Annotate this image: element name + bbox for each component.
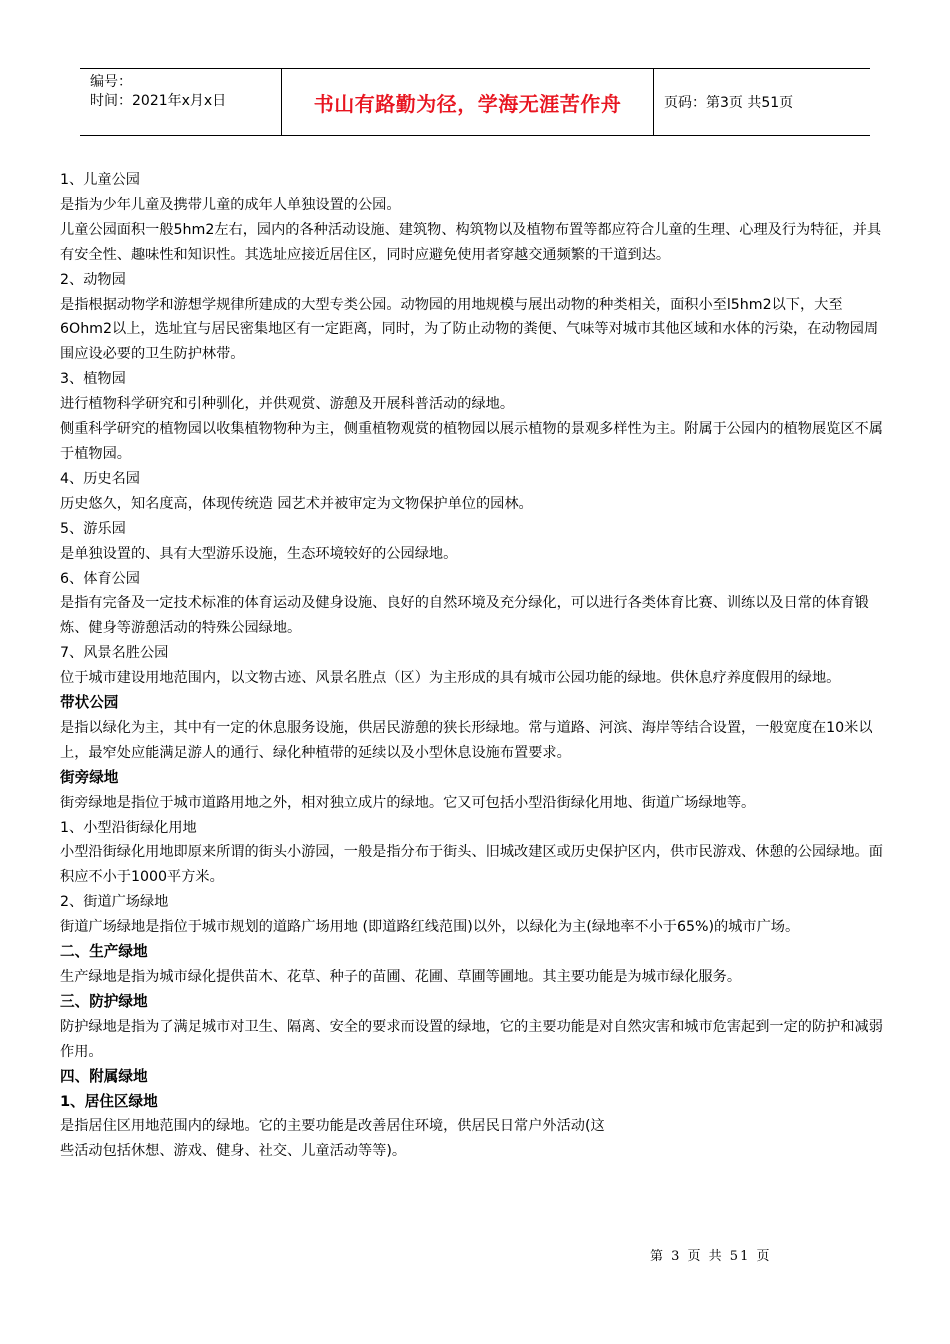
body-paragraph: 小型沿街绿化用地即原来所谓的街头小游园，一般是指分布于街头、旧城改建区或历史保护区内，供市民游戏、休憩的公园绿地。面积应不小于1000平方米。 [60,844,883,886]
body-paragraph: 进行植物科学研究和引种驯化，并供观赏、游憩及开展科普活动的绿地。 [60,396,515,413]
body-paragraph: 位于城市建设用地范围内，以文物古迹、风景名胜点（区）为主形成的具有城市公园功能的绿地。供休息疗养度假用的绿地。 [60,670,841,687]
body-paragraph: 6、体育公园 [60,570,140,587]
header-motto: 书山有路勤为径，学海无涯苦作舟 [281,69,654,135]
body-paragraph: 儿童公园面积一般5hm2左右，园内的各种活动设施、建筑物、构筑物以及植物布置等都应符合儿童的生理、心理及行为特征，并具有安全性、趣味性和知识性。其选址应接近居住区，同时应避免使用者穿越交通频繁的干道到达。 [60,221,882,263]
body-paragraph: 4、历史名园 [60,470,140,487]
body-paragraph: 些活动包括休想、游戏、健身、社交、儿童活动等等)。 [60,1143,407,1160]
page-header [80,68,870,136]
body-paragraph: 街旁绿地是指位于城市道路用地之外，相对独立成片的绿地。它又可包括小型沿街绿化用地、街道广场绿地等。 [60,794,756,811]
section-heading: 四、附属绿地 [60,1067,148,1085]
section-heading: 1、居住区绿地 [60,1092,158,1110]
body-paragraph: 是指以绿化为主，其中有一定的休息服务设施，供居民游憩的狭长形绿地。常与道路、河滨、海岸等结合设置，一般宽度在10米以上，最窄处应能满足游人的通行、绿化种植带的延续以及小型休息设施布置要求。 [60,719,873,761]
section-heading: 三、防护绿地 [60,992,148,1010]
body-paragraph: 历史悠久，知名度高，体现传统造 园艺术并被审定为文物保护单位的园林。 [60,495,533,512]
body-paragraph: 是指为少年儿童及携带儿童的成年人单独设置的公园。 [60,196,401,213]
document-body [60,168,892,1164]
body-paragraph: 7、风景名胜公园 [60,645,169,662]
body-paragraph: 1、儿童公园 [60,172,140,188]
header-page-number: 页码：第3页 共51页 [664,95,794,111]
body-paragraph: 3、植物园 [60,371,126,388]
body-paragraph: 街道广场绿地是指位于城市规划的道路广场用地 (即道路红线范围)以外，以绿化为主(绿地率不小于65%)的城市广场。 [60,919,800,936]
body-paragraph: 防护绿地是指为了满足城市对卫生、隔离、安全的要求而设置的绿地，它的主要功能是对自然灾害和城市危害起到一定的防护和减弱作用。 [60,1018,883,1060]
document-time-label: 时间：2021年x月x日 [90,93,227,109]
body-paragraph: 是指居住区用地范围内的绿地。它的主要功能是改善居住环境，供居民日常户外活动(这 [60,1118,605,1135]
document-number-label: 编号： [90,74,132,90]
body-paragraph: 是指根据动物学和游想学规律所建成的大型专类公园。动物园的用地规模与展出动物的种类相关，面积小至l5hm2以下，大至6Ohm2以上，选址宜与居民密集地区有一定距离，同时，为了防止动物的粪便、气味等对城市其他区域和水体的污染，在动物园周围应设必要的卫生防护林带。 [60,296,879,363]
body-paragraph: 2、动物园 [60,271,126,288]
page-footer: 第 3 页 共 51 页 [650,1249,772,1264]
section-heading: 带状公园 [60,694,119,712]
body-paragraph: 1、小型沿街绿化用地 [60,819,197,836]
section-heading: 街旁绿地 [60,768,119,786]
body-paragraph: 生产绿地是指为城市绿化提供苗木、花草、种子的苗圃、花圃、草圃等圃地。其主要功能是为城市绿化服务。 [60,969,742,985]
section-heading: 二、生产绿地 [60,943,148,961]
header-meta [80,69,281,135]
body-paragraph: 是指有完备及一定技术标准的体育运动及健身设施、良好的自然环境及充分绿化，可以进行各类体育比赛、训练以及日常的体育锻炼、健身等游憩活动的特殊公园绿地。 [60,595,869,637]
body-paragraph: 侧重科学研究的植物园以收集植物物种为主，侧重植物观赏的植物园以展示植物的景观多样性为主。附属于公园内的植物展览区不属于植物园。 [60,421,883,462]
body-paragraph: 5、游乐园 [60,520,126,537]
body-paragraph: 是单独设置的、具有大型游乐设施，生态环境较好的公园绿地。 [60,545,458,562]
body-paragraph: 2、街道广场绿地 [60,894,169,911]
